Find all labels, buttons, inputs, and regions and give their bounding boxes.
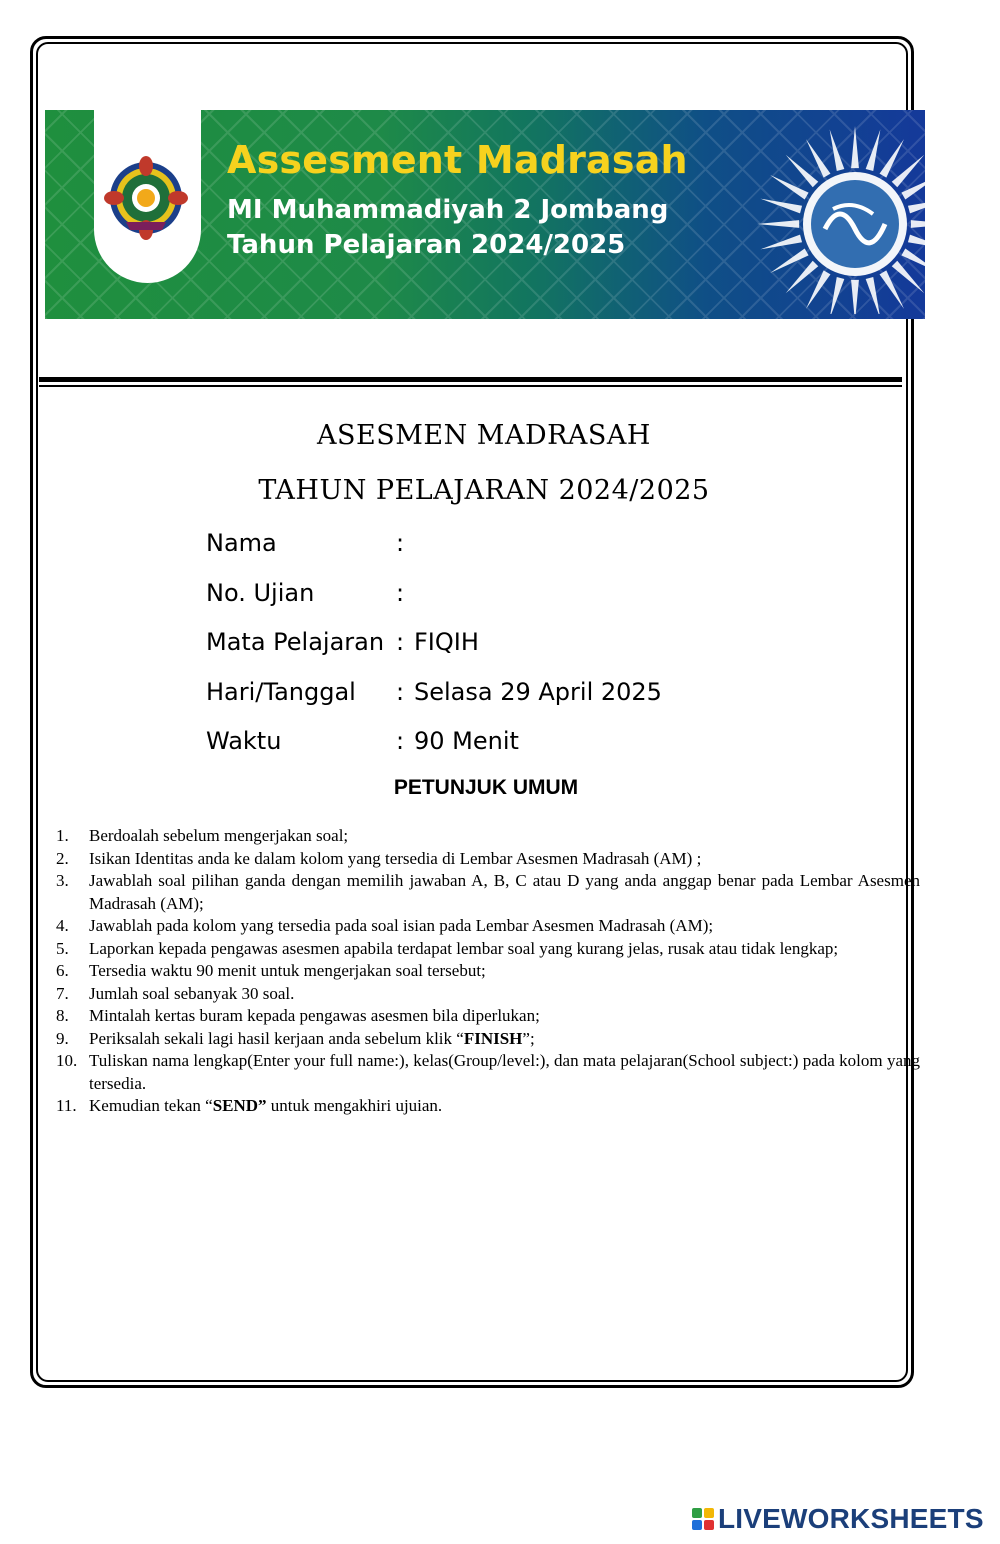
instruction-item <box>56 848 920 871</box>
instruction-item <box>56 915 920 938</box>
instruction-text: Tersedia waktu 90 menit untuk mengerjakan soal tersebut; <box>89 961 486 980</box>
field-label: Hari/Tanggal <box>206 678 356 706</box>
logo-square <box>704 1508 714 1518</box>
page-subtitle: TAHUN PELAJARAN 2024/2025 <box>258 475 710 506</box>
sun-ray <box>892 155 925 188</box>
sun-ray <box>866 129 881 171</box>
sun-ray <box>786 155 819 188</box>
instruction-text: Berdoalah sebelum mengerjakan soal; <box>89 826 349 845</box>
logo-square <box>704 1520 714 1530</box>
instruction-text: Jumlah soal sebanyak 30 soal. <box>89 983 295 1003</box>
instruction-number: 9. <box>56 1028 69 1048</box>
instruction-number: 3. <box>56 871 69 890</box>
instruction-text: Mintalah kertas buram kepada pengawas asesmen bila diperlukan; <box>89 1006 540 1025</box>
instruction-number: 11. <box>56 1096 77 1115</box>
instruction-item <box>56 983 920 1006</box>
sun-ray <box>911 220 925 228</box>
instruction-text: Periksalah sekali lagi hasil kerjaan anda sebelum klik “ <box>89 1028 464 1048</box>
sun-ray <box>901 175 925 199</box>
instruction-keyword: SEND” <box>212 1096 267 1115</box>
instruction-text: Laporkan kepada pengawas asesmen apabila terdapat lembar soal yang kurang jelas, rusak atau tidak lengkap; <box>89 938 839 958</box>
sun-ray <box>806 270 830 308</box>
field-colon: : <box>396 529 405 557</box>
sun-ray <box>770 175 808 199</box>
instruction-text: Kemudian tekan “ <box>89 1096 213 1115</box>
sun-ray <box>908 235 925 250</box>
instruction-number: 8. <box>56 1006 69 1025</box>
instruction-keyword: FINISH <box>463 1028 523 1048</box>
instruction-item <box>56 825 920 848</box>
field-colon: : <box>396 727 405 755</box>
instruction-item <box>56 1050 920 1095</box>
instruction-text: Jawablah soal pilihan ganda dengan memilih jawaban A, B, C atau D yang anda anggap benar pada Lembar Asesmen Madrasah (AM); <box>89 871 920 913</box>
liveworksheets-wordmark: LIVEWORKSHEETS <box>718 1503 984 1534</box>
field-value: FIQIH <box>414 628 479 656</box>
instruction-number: 10. <box>56 1051 78 1070</box>
instruction-item <box>56 1028 920 1051</box>
liveworksheets-icon <box>692 1508 714 1530</box>
sun-ray <box>880 270 904 308</box>
page-title: ASESMEN MADRASAH <box>317 420 651 451</box>
instruction-text-end: ”; <box>522 1028 535 1048</box>
instruction-item <box>56 1095 920 1118</box>
sun-ray <box>770 249 808 273</box>
field-label: Waktu <box>206 727 282 755</box>
instruction-item <box>56 938 920 961</box>
instruction-number: 1. <box>56 826 69 845</box>
liveworksheets-logo[interactable] <box>692 1503 984 1535</box>
field-colon: : <box>396 678 405 706</box>
field-label: Mata Pelajaran <box>206 628 385 656</box>
sun-ray <box>880 139 904 177</box>
field-label: No. Ujian <box>206 579 315 607</box>
sun-ray <box>866 277 881 314</box>
logo-square <box>692 1508 702 1518</box>
sun-ray <box>786 261 819 294</box>
instructions-list <box>56 825 920 1118</box>
instruction-item <box>56 870 920 915</box>
instruction-number: 5. <box>56 938 69 958</box>
banner-academic-year: Tahun Pelajaran 2024/2025 <box>227 230 626 260</box>
sun-ray <box>806 139 830 177</box>
field-colon: : <box>396 579 405 607</box>
instruction-number: 2. <box>56 848 69 868</box>
instructions-title: PETUNJUK UMUM <box>393 776 579 799</box>
instruction-text: Jawablah pada kolom yang tersedia pada soal isian pada Lembar Asesmen Madrasah (AM); <box>89 916 714 935</box>
sun-ray <box>760 235 802 250</box>
instruction-number: 7. <box>56 983 69 1003</box>
sun-ray <box>892 261 925 294</box>
sun-ray <box>901 249 925 273</box>
separator-thin <box>39 385 902 387</box>
instruction-number: 6. <box>56 961 69 980</box>
sun-ray <box>908 199 925 214</box>
sun-ray <box>830 129 845 171</box>
banner-title: Assesment Madrasah <box>227 138 688 182</box>
instruction-text-end: untuk mengakhiri ujuian. <box>266 1096 443 1115</box>
instruction-text: Isikan Identitas anda ke dalam kolom yang tersedia di Lembar Asesmen Madrasah (AM) ; <box>89 848 702 868</box>
header-banner <box>45 110 925 319</box>
instruction-text: Tuliskan nama lengkap(Enter your full name:), kelas(Group/level:), dan mata pelajaran(School subject:) pada kolom yang tersedia. <box>89 1051 920 1093</box>
separator-thick <box>39 377 902 382</box>
banner-school-name: MI Muhammadiyah 2 Jombang <box>227 195 669 225</box>
logo-square <box>692 1520 702 1530</box>
sun-ray <box>760 199 802 214</box>
sun-ray <box>851 126 859 168</box>
sun-ray <box>757 220 799 228</box>
sun-ray <box>851 280 859 314</box>
field-colon: : <box>396 628 405 656</box>
field-label: Nama <box>206 529 277 557</box>
madrasah-seal-logo <box>104 156 188 240</box>
field-value: Selasa 29 April 2025 <box>414 678 662 706</box>
instruction-item <box>56 1005 920 1028</box>
instruction-item <box>56 960 920 983</box>
sun-ray <box>830 277 845 314</box>
muhammadiyah-sun-logo <box>745 114 925 314</box>
field-value: 90 Menit <box>414 727 519 755</box>
instruction-number: 4. <box>56 916 69 935</box>
